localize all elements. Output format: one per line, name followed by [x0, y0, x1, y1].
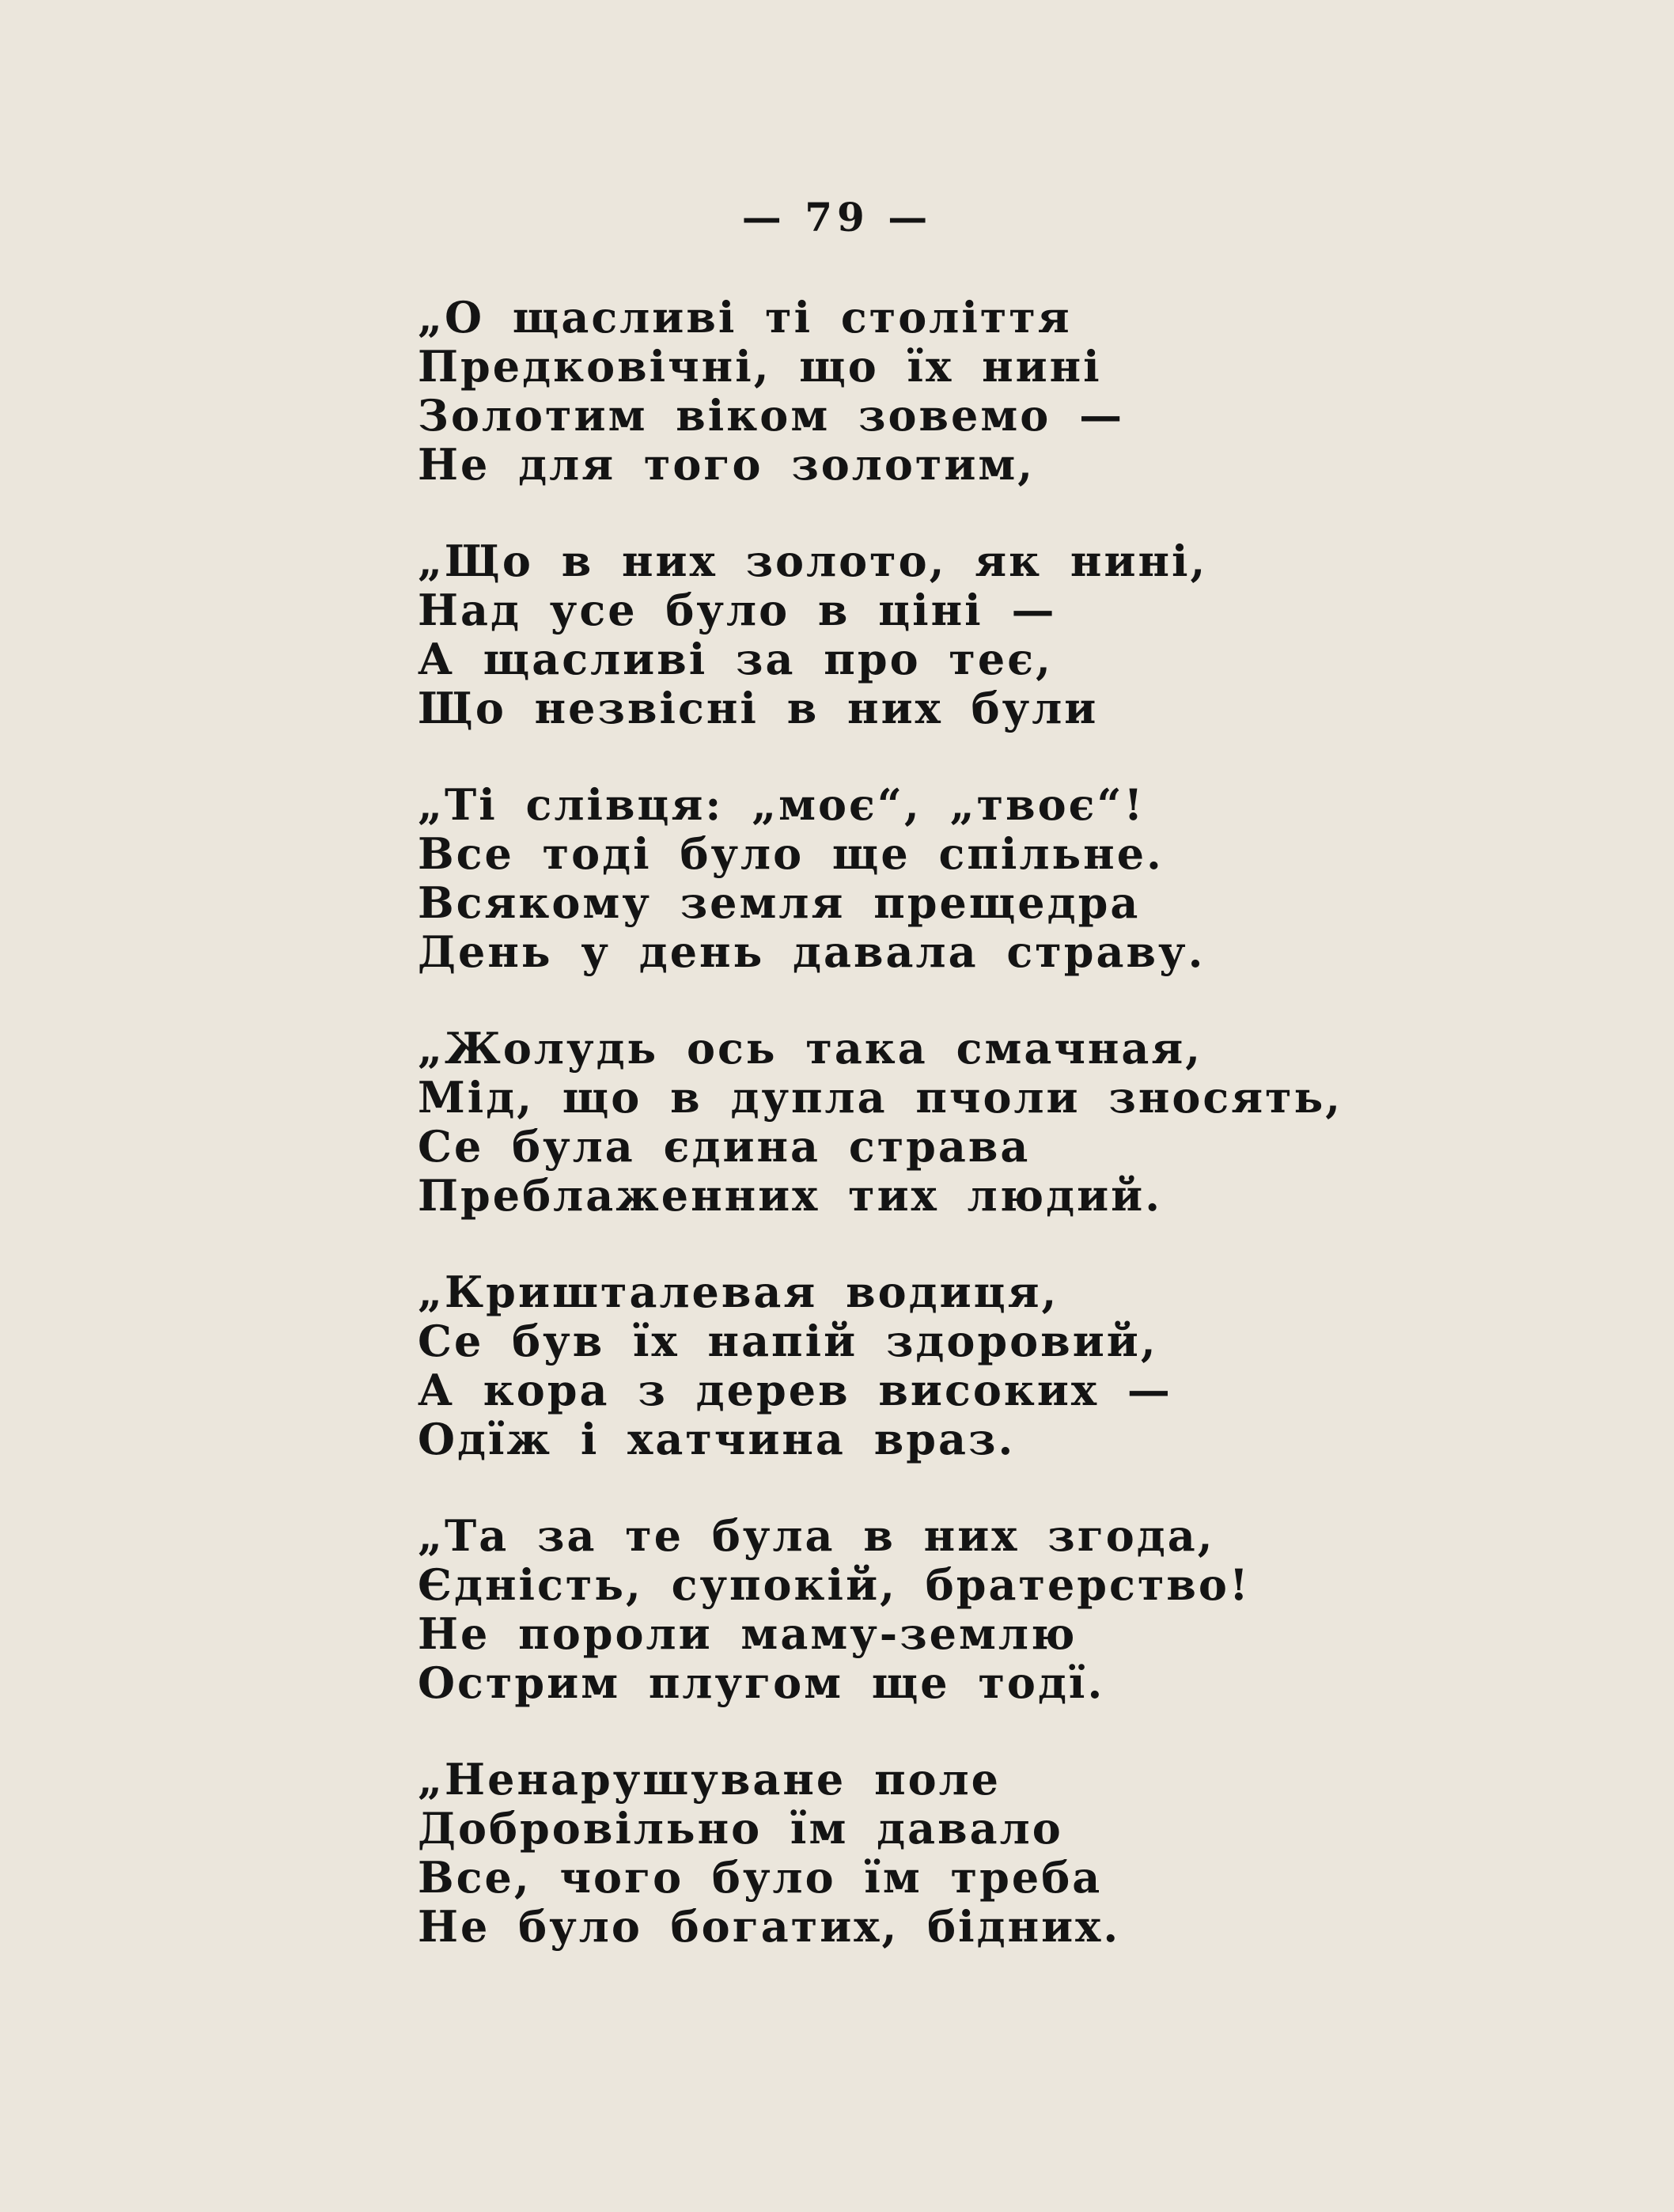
poem-line: А кора з дерев високих — [418, 1365, 1172, 1415]
page-number: — 79 — [741, 194, 933, 241]
poem-line: Що незвісні в них були [418, 683, 1099, 733]
stanza-4 [418, 1024, 1652, 1220]
poem-line: А щасливі за про теє, [418, 634, 1053, 684]
poem-line: Не було богатих, бідних. [418, 1901, 1121, 1952]
poem-line: Мід, що в дупла пчоли зносять, [418, 1072, 1343, 1123]
stanza-1 [418, 293, 1652, 489]
stanza-6 [418, 1511, 1652, 1707]
stanza-3 [418, 780, 1652, 976]
poem-line: Предковічні, що їх нині [418, 341, 1102, 392]
poem-line: Єдність, супокій, братерство! [418, 1559, 1251, 1610]
poem-line: Се був їх напій здоровий, [418, 1316, 1158, 1366]
poem-line: Над усе було в ціні — [418, 585, 1057, 635]
poem-line: Золотим віком зовемо — [418, 390, 1125, 441]
poem [418, 293, 1652, 1998]
poem-line: „Кришталевая водиця, [418, 1267, 1059, 1317]
poem-line: „Жолудь ось така смачная, [418, 1023, 1203, 1074]
poem-line: Не для того золотим, [418, 439, 1036, 490]
poem-line: Одїж і хатчина враз. [418, 1414, 1016, 1464]
poem-line: „О щасливі ті століття [418, 292, 1072, 343]
poem-line: Все, чого було їм треба [418, 1852, 1103, 1903]
poem-line: Добровільно їм давало [418, 1803, 1063, 1854]
poem-line: „Ненарушуване поле [418, 1754, 1002, 1805]
poem-line: „Що в них золото, як нині, [418, 536, 1208, 586]
poem-line: „Та за те була в них згода, [418, 1510, 1215, 1561]
poem-line: Преблаженних тих людий. [418, 1170, 1163, 1221]
poem-line: Не пороли маму-землю [418, 1608, 1077, 1659]
stanza-7 [418, 1755, 1652, 1951]
poem-line: Острим плугом ще тодї. [418, 1657, 1105, 1708]
stanza-2 [418, 536, 1652, 733]
poem-line: „Ті слівця: „моє“, „твоє“! [418, 779, 1146, 830]
poem-line: День у день давала страву. [418, 926, 1206, 977]
poem-line: Се була єдина страва [418, 1121, 1031, 1172]
poem-line: Все тоді було ще спільне. [418, 828, 1164, 879]
stanza-5 [418, 1267, 1652, 1464]
poem-line: Всякому земля прещедра [418, 877, 1141, 928]
